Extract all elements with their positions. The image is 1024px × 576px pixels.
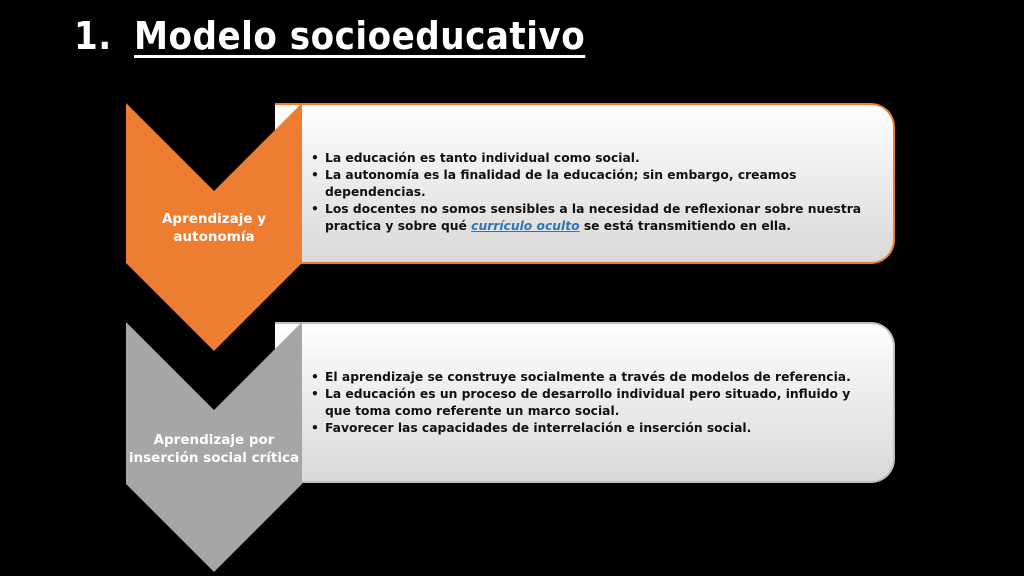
step-1-label-line-1: Aprendizaje y	[161, 211, 267, 227]
step-1-bullet-3-end: se está transmitiendo en ella.	[579, 219, 792, 233]
title-text: Modelo socioeducativo	[134, 14, 586, 58]
step-2-content-box	[275, 322, 895, 483]
step-2-bullet-1: • El aprendizaje se construye socialmente a través de modelos de referencia.	[311, 369, 879, 386]
step-2-bullet-3: • Favorecer las capacidades de interrelación e inserción social.	[311, 420, 879, 437]
step-1-label	[126, 210, 302, 246]
step-2-label	[126, 431, 302, 467]
curriculo-oculto-highlight: currículo oculto	[471, 219, 580, 233]
step-2-bullet-2: • La educación es un proceso de desarrollo individual pero situado, influido y que toma como referente un marco social.	[311, 386, 879, 420]
step-1-bullet-3-start: Los docentes no somos sensibles a la necesidad de reflexionar sobre nuestra practica y sobre qué	[325, 202, 862, 233]
step-2-label-line-2: inserción social crítica	[128, 450, 300, 466]
step-2-label-line-1: Aprendizaje por	[153, 432, 275, 448]
step-1-bullet-1: • La educación es tanto individual como social.	[311, 150, 879, 167]
slide-title	[74, 14, 585, 58]
step-1-bullet-3	[311, 201, 879, 235]
step-1-bullet-list	[311, 150, 879, 235]
title-number: 1.	[74, 14, 112, 58]
step-2-bullet-list	[311, 369, 879, 437]
step-1-label-line-2: autonomía	[173, 229, 255, 245]
step-1-content-box	[275, 103, 895, 264]
step-1-bullet-2: • La autonomía es la finalidad de la educación; sin embargo, creamos dependencias.	[311, 167, 879, 201]
